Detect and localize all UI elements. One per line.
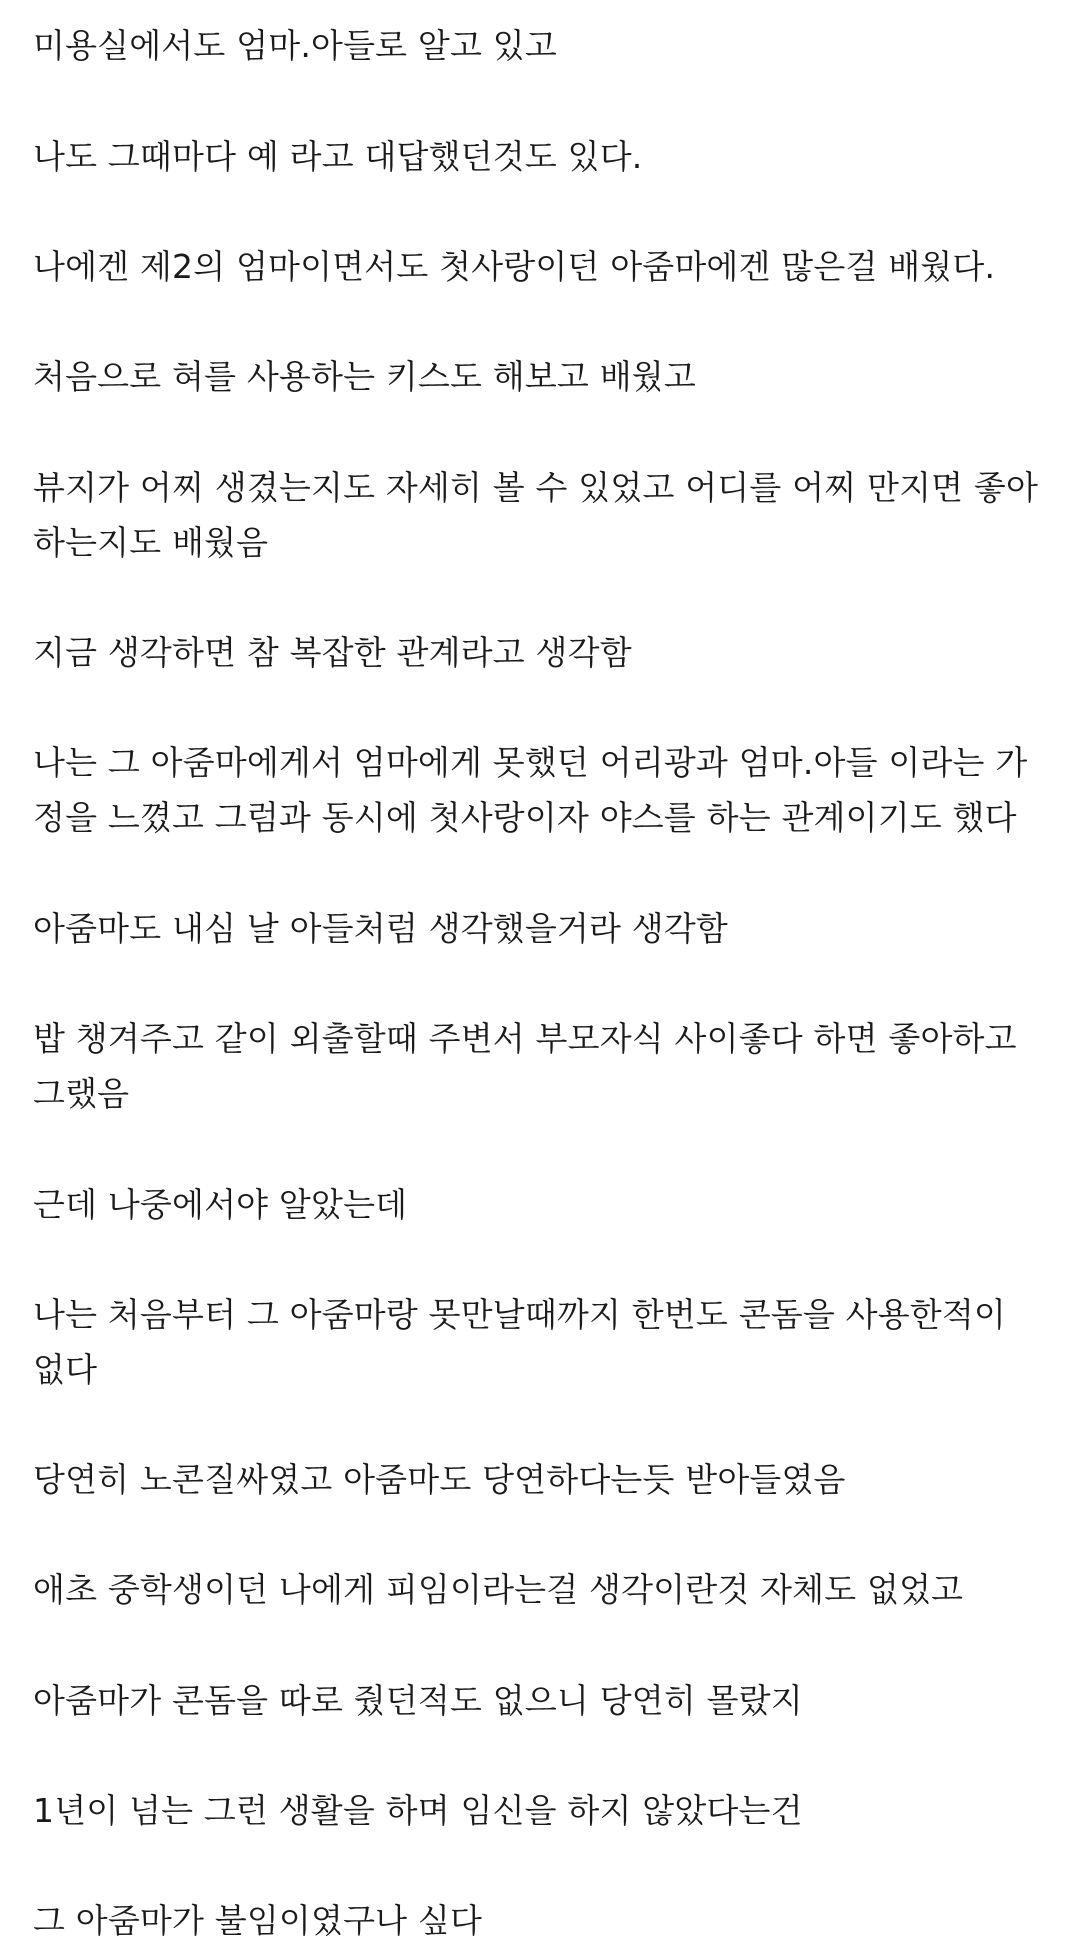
paragraph	[33, 239, 1063, 294]
text-line: 1년이 넘는 그런 생활을 하며 임신을 하지 않았다는건	[33, 1791, 803, 1830]
paragraph	[33, 349, 1063, 404]
text-line: 나도 그때마다 예 라고 대답했던것도 있다.	[33, 137, 643, 176]
text-line: 애초 중학생이던 나에게 피임이라는걸 생각이란것 자체도 없었고	[33, 1570, 964, 1609]
text-line: 뷰지가 어찌 생겼는지도 자세히 볼 수 있었고 어디를 어찌 만지면 좋아	[33, 468, 1039, 507]
paragraph	[33, 129, 1063, 184]
text-line: 하는지도 배웠음	[33, 523, 269, 562]
text-line: 미용실에서도 엄마.아들로 알고 있고	[33, 26, 557, 65]
paragraph	[33, 625, 1063, 680]
text-line: 아줌마가 콘돔을 따로 줬던적도 없으니 당연히 몰랐지	[33, 1681, 803, 1720]
text-line: 나는 그 아줌마에게서 엄마에게 못했던 어리광과 엄마.아들 이라는 가	[33, 743, 1028, 782]
text-line: 없다	[33, 1350, 98, 1389]
text-line: 근데 나중에서야 알았는데	[33, 1185, 408, 1224]
text-line: 당연히 노콘질싸였고 아줌마도 당연하다는듯 받아들였음	[33, 1460, 846, 1499]
paragraph	[33, 1893, 1063, 1948]
paragraph	[33, 1562, 1063, 1617]
text-line: 아줌마도 내심 날 아들처럼 생각했을거라 생각함	[33, 909, 729, 948]
paragraph	[33, 1011, 1063, 1121]
paragraph	[33, 1452, 1063, 1507]
paragraph	[33, 1673, 1063, 1728]
text-line: 그랬음	[33, 1074, 130, 1113]
paragraph	[33, 735, 1063, 845]
text-line: 나는 처음부터 그 아줌마랑 못만날때까지 한번도 콘돔을 사용한적이	[33, 1295, 1007, 1334]
text-line: 처음으로 혀를 사용하는 키스도 해보고 배웠고	[33, 357, 696, 396]
paragraph	[33, 1783, 1063, 1838]
paragraph	[33, 18, 1063, 73]
text-line: 정을 느꼈고 그럼과 동시에 첫사랑이자 야스를 하는 관계이기도 했다	[33, 798, 1017, 837]
paragraph	[33, 1287, 1063, 1397]
text-line: 밥 챙겨주고 같이 외출할때 주변서 부모자식 사이좋다 하면 좋아하고	[33, 1019, 1017, 1058]
paragraph	[33, 460, 1063, 570]
text-line: 나에겐 제2의 엄마이면서도 첫사랑이던 아줌마에겐 많은걸 배웠다.	[33, 247, 996, 286]
text-line: 그 아줌마가 불임이였구나 싶다	[33, 1901, 483, 1940]
paragraph	[33, 901, 1063, 956]
paragraph	[33, 1177, 1063, 1232]
text-line: 지금 생각하면 참 복잡한 관계라고 생각함	[33, 633, 632, 672]
